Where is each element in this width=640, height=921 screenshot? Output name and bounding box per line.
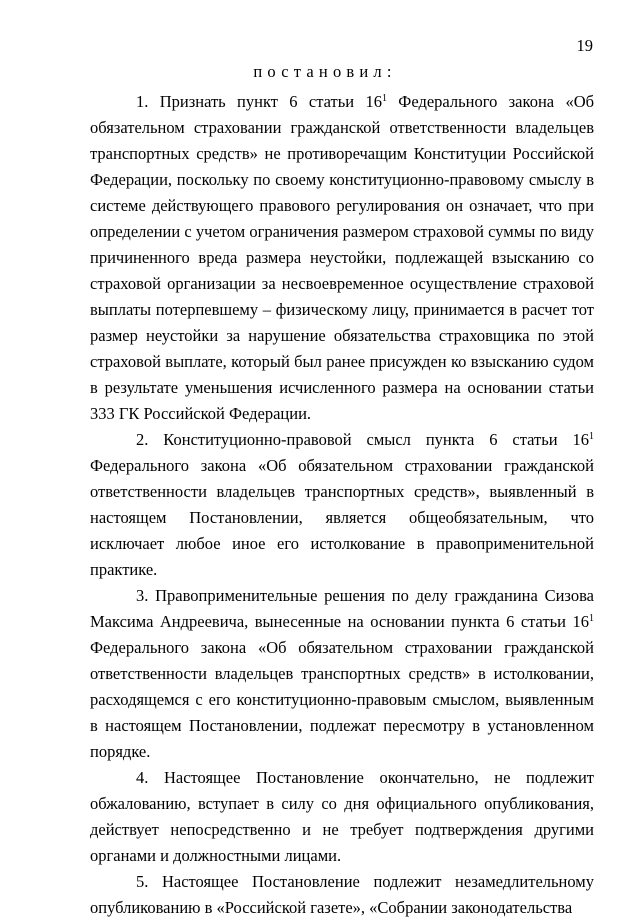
- paragraph-1-text-start: 1. Признать пункт 6 статьи 16: [136, 92, 382, 111]
- paragraph-2-text-start: 2. Конституционно-правовой смысл пункта 6 статьи 16: [136, 430, 589, 449]
- paragraph-1: [90, 89, 594, 427]
- resolution-heading: постановил:: [253, 62, 397, 81]
- document-body: [90, 89, 594, 921]
- paragraph-2-text-end: Федерального закона «Об обязательном страховании гражданской ответственности владельцев транспортных средств», выявленный в настоящем Постановлении, является общеобязательным, что исключает любое иное его истолкование в правоприменительной практике.: [90, 456, 594, 579]
- paragraph-2: [90, 427, 594, 583]
- paragraph-3-text-end: Федерального закона «Об обязательном страховании гражданской ответственности владельцев транспортных средств» в истолковании, расходящемся с его конституционно-правовым смыслом, выявленным в настоящем Постановлении, подлежат пересмотру в установленном порядке.: [90, 638, 594, 761]
- paragraph-2-superscript: 1: [589, 431, 594, 442]
- paragraph-1-superscript: 1: [381, 93, 387, 104]
- paragraph-3: [90, 583, 594, 765]
- paragraph-4-text: 4. Настоящее Постановление окончательно, не подлежит обжалованию, вступает в силу со дня официального опубликования, действует непосредственно и не требует подтверждения другими органами и должностными лицами.: [90, 768, 594, 865]
- paragraph-5-text: 5. Настоящее Постановление подлежит незамедлительному опубликованию в «Российской газете», «Собрании законодательства: [90, 872, 594, 917]
- paragraph-3-text-start: 3. Правоприменительные решения по делу гражданина Сизова Максима Андреевича, вынесенные на основании пункта 6 статьи 16: [90, 586, 594, 631]
- paragraph-1-text-end: Федерального закона «Об обязательном страховании гражданской ответственности владельцев транспортных средств» не противоречащим Конституции Российской Федерации, поскольку по своему конституционно-правовому смыслу в системе действующего правового регулирования он означает, что при определении с учетом ограничения размером страховой суммы по виду причиненного вреда размера неустойки, подлежащей взысканию со страховой организации за несвоевременное осуществление страховой выплаты потерпевшему – физическому лицу, принимается в расчет тот размер неустойки за нарушение обязательства страховщика по этой страховой выплате, который был ранее присужден ко взысканию судом в результате уменьшения исчисленного размера на основании статьи 333 ГК Российской Федерации.: [90, 92, 594, 423]
- paragraph-5: [90, 869, 594, 921]
- paragraph-3-superscript: 1: [589, 613, 594, 624]
- page-number: 19: [576, 36, 593, 55]
- paragraph-4: [90, 765, 594, 869]
